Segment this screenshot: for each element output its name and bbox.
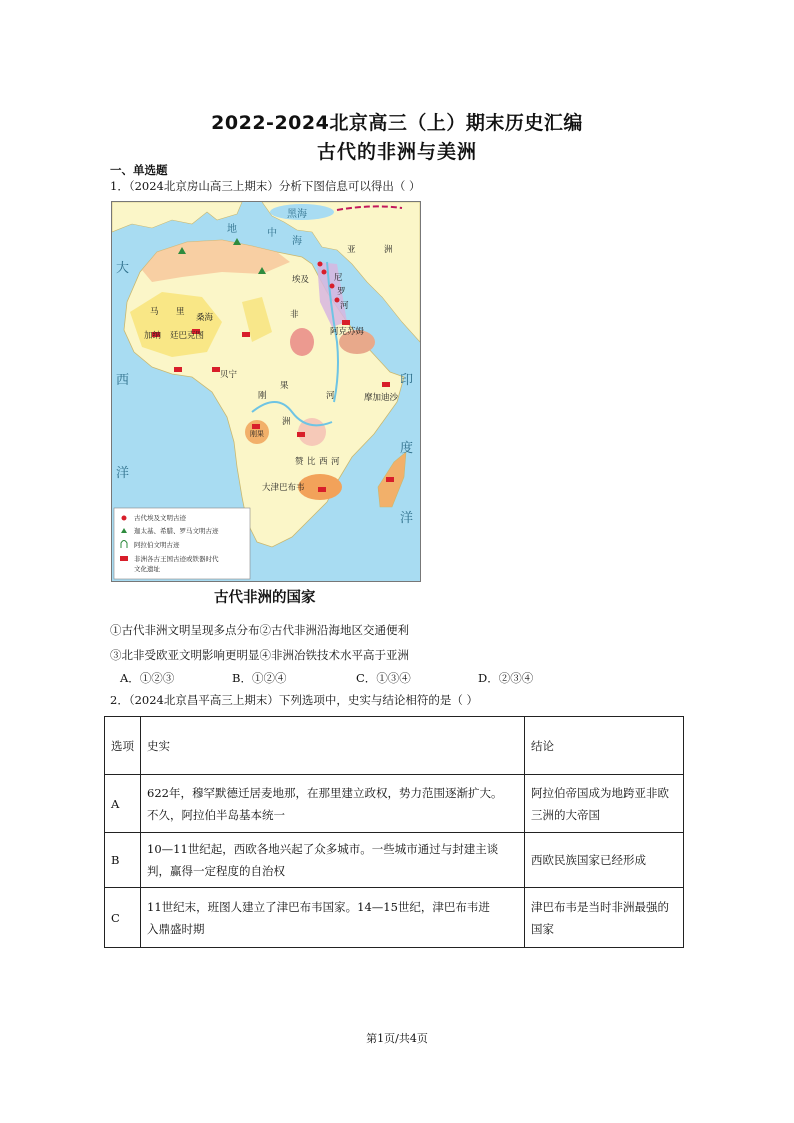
table-cell-conclusion: 津巴布韦是当时非洲最强的 国家 xyxy=(525,888,684,948)
map-label-nile-3: 河 xyxy=(340,301,349,311)
map-label-mali-2: 里 xyxy=(176,307,185,317)
table-cell-option: A xyxy=(105,775,141,833)
africa-map xyxy=(111,201,421,582)
map-label-aksum: 阿克苏姆 xyxy=(330,327,365,337)
option-b[interactable]: B．①②④ xyxy=(232,671,287,685)
legend-item-2: 迦太基、希腊、罗马文明古迹 xyxy=(134,527,219,535)
map-label-ocean-east-2: 度 xyxy=(400,441,414,456)
table-row xyxy=(105,775,684,833)
option-d[interactable]: D．②③④ xyxy=(478,671,534,685)
option-c[interactable]: C．①③④ xyxy=(356,671,411,685)
table-cell-fact: 622年，穆罕默德迁居麦地那，在那里建立政权，势力范围逐渐扩大。 不久，阿拉伯半岛基本统一 xyxy=(141,775,525,833)
map-label-nile-2: 罗 xyxy=(337,287,346,297)
option-a[interactable]: A．①②③ xyxy=(120,671,175,685)
legend-item-4: 非洲各古王国古迹或铁器时代 xyxy=(134,555,219,563)
map-label-africa-2: 洲 xyxy=(282,417,291,427)
map-label-kongo: 刚果 xyxy=(250,430,264,438)
table-header-fact: 史实 xyxy=(141,717,525,775)
map-label-ocean-east-1: 印 xyxy=(400,373,414,388)
page-footer: 第1页/共4页 xyxy=(366,1032,428,1045)
map-label-congo-3: 河 xyxy=(326,391,335,401)
question-1-options xyxy=(110,670,670,686)
map-label-mogadishu: 摩加迪沙 xyxy=(364,393,399,403)
map-label-africa-1: 非 xyxy=(290,310,299,320)
table-row xyxy=(105,833,684,888)
map-label-asia-1: 亚 xyxy=(347,245,356,255)
map-label-ocean-west-3: 洋 xyxy=(116,466,130,481)
map-label-ocean-west-2: 西 xyxy=(116,373,130,388)
question-1-statements-2: ③北非受欧亚文明影响更明显④非洲冶铁技术水平高于亚洲 xyxy=(110,648,409,662)
map-label-zambezi-2: 比 xyxy=(307,457,316,467)
map-label-congo-1: 刚 xyxy=(258,391,267,401)
page-subtitle: 古代的非洲与美洲 xyxy=(316,141,477,163)
map-label-zambezi-3: 西 xyxy=(319,457,328,467)
map-label-nile-1: 尼 xyxy=(334,273,343,283)
table-cell-option: B xyxy=(105,833,141,888)
map-label-asia-2: 洲 xyxy=(384,245,393,255)
table-cell-conclusion: 西欧民族国家已经形成 xyxy=(525,833,684,888)
map-label-zambezi-4: 河 xyxy=(331,457,340,467)
map-label-black-sea: 黑海 xyxy=(287,209,307,220)
map-label-ocean-west-1: 大 xyxy=(116,261,130,276)
legend-item-5: 文化遗址 xyxy=(134,565,160,573)
map-label-songhai: 桑海 xyxy=(196,313,214,323)
section-title: 一、单选题 xyxy=(110,163,168,177)
africa-map-svg xyxy=(112,202,420,581)
map-label-zimbabwe: 大津巴布韦 xyxy=(262,483,305,493)
map-label-ghana: 加纳 xyxy=(144,331,162,341)
table-cell-fact: 11世纪末，班图人建立了津巴布韦国家。14—15世纪，津巴布韦进 入鼎盛时期 xyxy=(141,888,525,948)
question-2-table xyxy=(104,716,684,948)
map-label-mali-1: 马 xyxy=(150,307,159,317)
question-2-stem: 2．（2024北京昌平高三上期末）下列选项中，史实与结论相符的是（ ） xyxy=(110,693,478,707)
map-label-timbuktu: 廷巴克图 xyxy=(170,331,205,341)
map-label-congo-2: 果 xyxy=(280,381,289,391)
legend-red-rect-icon xyxy=(120,556,128,561)
table-header-conclusion: 结论 xyxy=(525,717,684,775)
table-cell-fact: 10—11世纪起，西欧各地兴起了众多城市。一些城市通过与封建主谈 判，赢得一定程度的自治权 xyxy=(141,833,525,888)
table-cell-conclusion: 阿拉伯帝国成为地跨亚非欧 三洲的大帝国 xyxy=(525,775,684,833)
question-1-statements-1: ①古代非洲文明呈现多点分布②古代非洲沿海地区交通便利 xyxy=(110,623,409,637)
map-label-med-3: 海 xyxy=(292,236,302,247)
map-label-zambezi-1: 赞 xyxy=(295,457,304,467)
question-1-stem: 1．（2024北京房山高三上期末）分析下图信息可以得出（ ） xyxy=(110,179,421,193)
map-label-egypt: 埃及 xyxy=(292,275,310,285)
legend-item-3: 阿拉伯文明古迹 xyxy=(134,541,180,549)
map-label-benin: 贝宁 xyxy=(220,370,238,380)
map-label-med-1: 地 xyxy=(227,224,237,235)
map-label-ocean-east-3: 洋 xyxy=(400,511,414,526)
map-label-med-2: 中 xyxy=(267,228,277,239)
page-title: 2022-2024北京高三（上）期末历史汇编 xyxy=(211,112,583,134)
table-cell-option: C xyxy=(105,888,141,948)
table-header-option: 选项 xyxy=(105,717,141,775)
map-caption: 古代非洲的国家 xyxy=(214,590,316,606)
legend-red-dot-icon xyxy=(122,516,127,521)
legend-item-1: 古代埃及文明古迹 xyxy=(134,514,186,522)
table-header-row xyxy=(105,717,684,775)
table-row xyxy=(105,888,684,948)
